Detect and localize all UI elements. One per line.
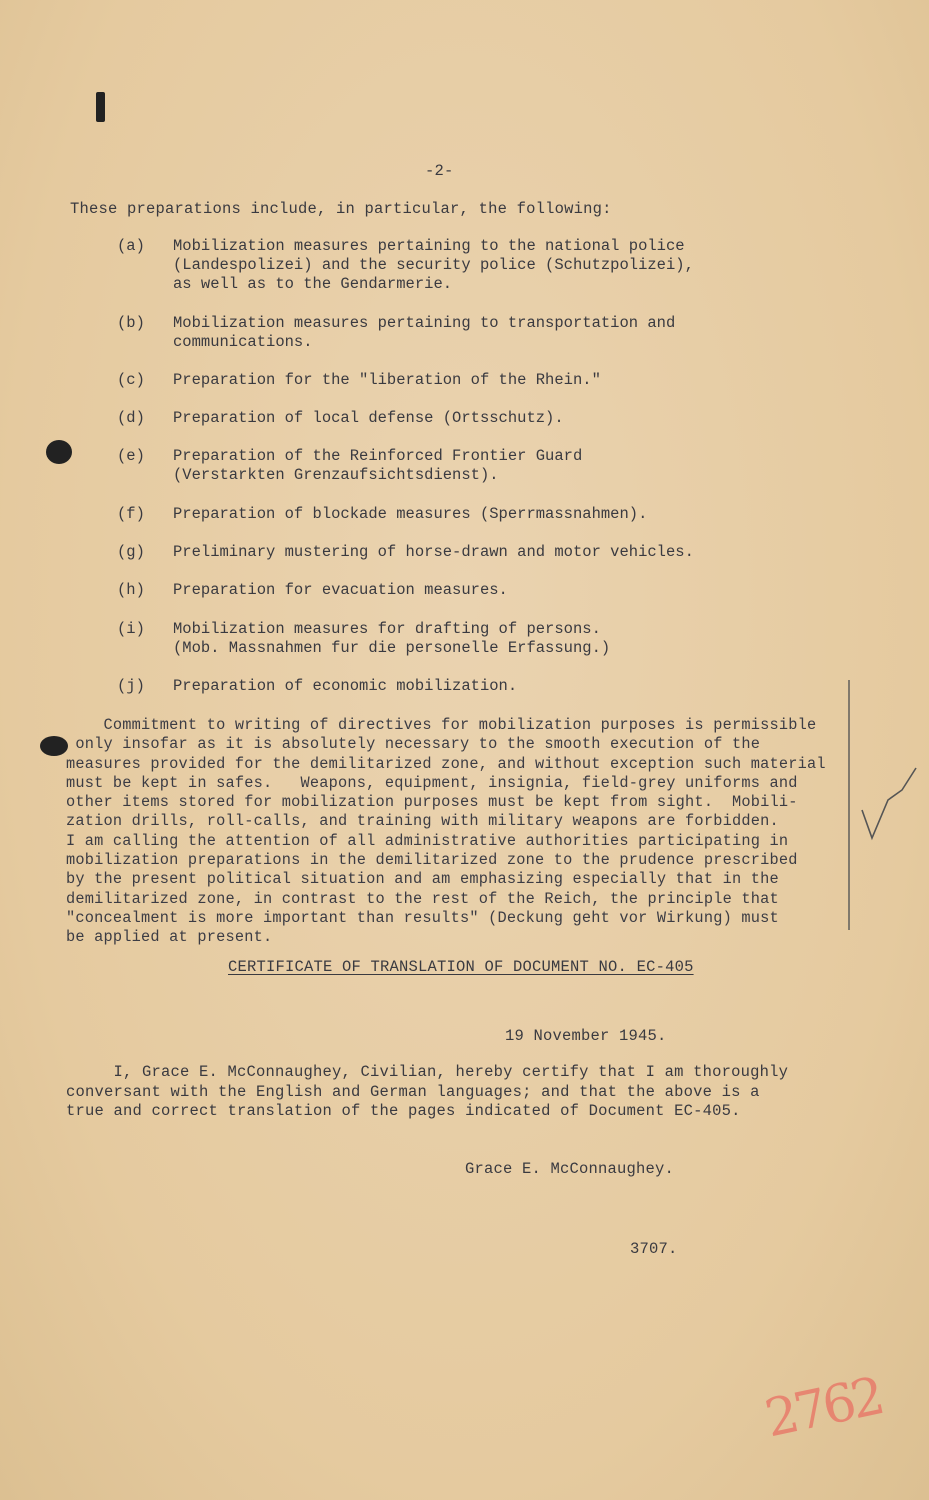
punch-mark [96, 92, 105, 122]
item-letter: (i) [117, 620, 145, 638]
item-text: Mobilization measures for drafting of persons. (Mob. Massnahmen fur die personelle Erfassung.) [173, 620, 611, 657]
ink-blot [40, 736, 68, 756]
item-letter: (c) [117, 371, 145, 389]
certificate-body: I, Grace E. McConnaughey, Civilian, hereby certify that I am thoroughly conversant with the English and German languages; and that the above is a true and correct translation of the pages indicated of Document EC-405. [66, 1063, 789, 1120]
item-letter: (d) [117, 409, 145, 427]
directive-paragraph: Commitment to writing of directives for mobilization purposes is permissible only insofar as it is absolutely necessary to the smooth execution of the measures provided for the demilitarized zone, and without exception such material must be kept in safes. Weapons, equipment, insignia, field-grey uniforms and other items stored for mobilization purposes must be kept from sight. Mobili- zation drills, roll-calls, and training with military weapons are forbidden. I am calling the attention of all administrative authorities participating in mobilization preparations in the demilitarized zone to the prudence prescribed by the present political situation and am emphasizing especially that in the demilitarized zone, in contrast to the rest of the Reich, the principle that "concealment is more important than results" (Deckung geht vor Wirkung) must be applied at present. [66, 716, 826, 947]
item-text: Preparation for the "liberation of the Rhein." [173, 371, 601, 389]
handwritten-page-number: 2762 [760, 1366, 887, 1450]
item-text: Preparation of local defense (Ortsschutz). [173, 409, 564, 427]
signature: Grace E. McConnaughey. [465, 1160, 675, 1178]
item-text: Preparation for evacuation measures. [173, 581, 508, 599]
certificate-date: 19 November 1945. [505, 1027, 667, 1045]
page-number: -2- [425, 162, 454, 180]
item-text: Mobilization measures pertaining to transportation and communications. [173, 314, 676, 351]
item-text: Preparation of blockade measures (Sperrmassnahmen). [173, 505, 648, 523]
ink-blot [46, 440, 72, 464]
item-letter: (f) [117, 505, 145, 523]
item-letter: (e) [117, 447, 145, 465]
intro-line: These preparations include, in particular, the following: [70, 200, 612, 218]
item-letter: (h) [117, 581, 145, 599]
item-letter: (a) [117, 237, 145, 255]
item-text: Preliminary mustering of horse-drawn and motor vehicles. [173, 543, 694, 561]
margin-check-mark [858, 760, 920, 850]
item-text: Preparation of the Reinforced Frontier Guard (Verstarkten Grenzaufsichtsdienst). [173, 447, 583, 484]
item-letter: (j) [117, 677, 145, 695]
margin-bracket-line [848, 680, 850, 930]
item-letter: (g) [117, 543, 145, 561]
document-number: 3707. [630, 1240, 678, 1258]
item-text: Preparation of economic mobilization. [173, 677, 518, 695]
item-text: Mobilization measures pertaining to the national police (Landespolizei) and the security police (Schutzpolizei), as well as to the Gendarmerie. [173, 237, 694, 293]
item-letter: (b) [117, 314, 145, 332]
certificate-title: CERTIFICATE OF TRANSLATION OF DOCUMENT NO. EC-405 [228, 958, 694, 976]
